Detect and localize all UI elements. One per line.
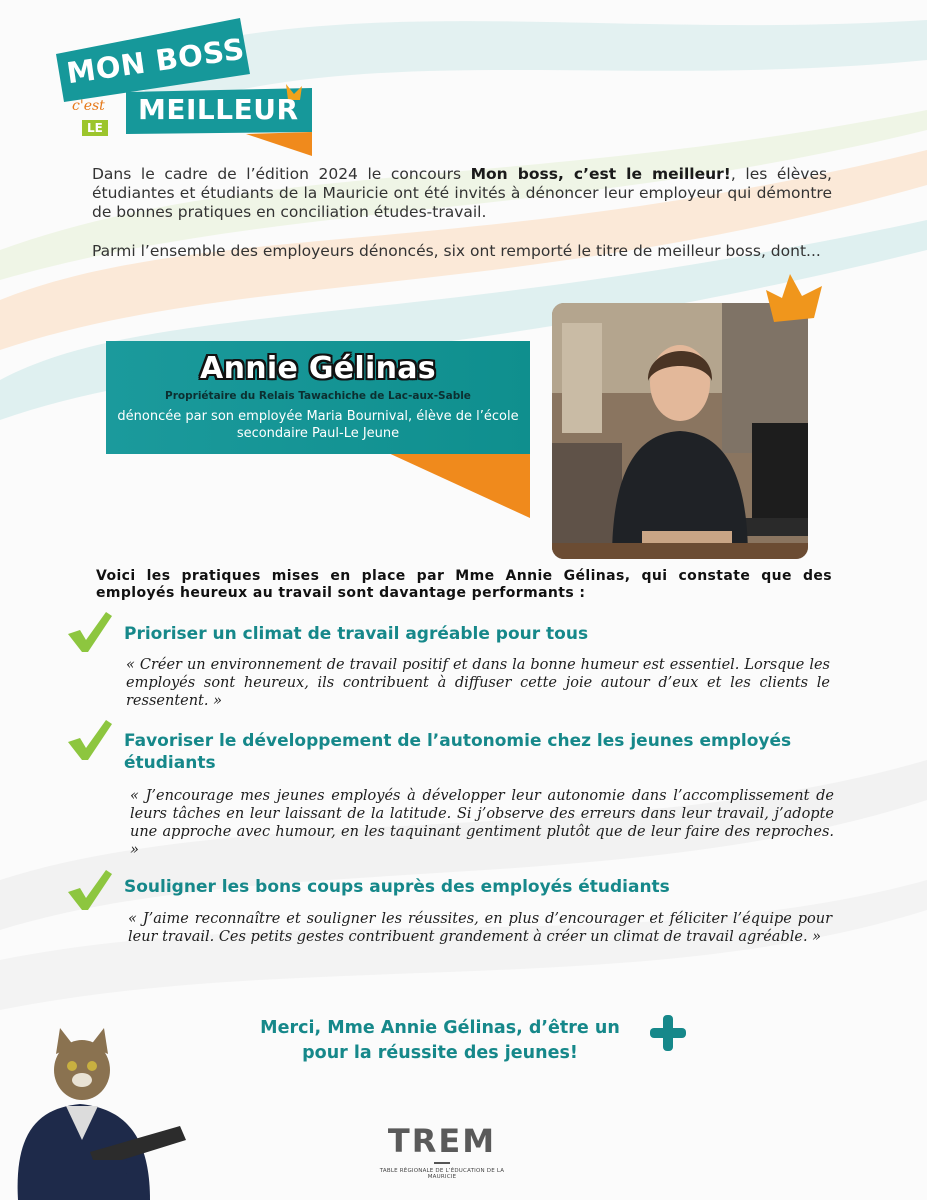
crown-icon — [762, 268, 826, 326]
trem-logo — [372, 1122, 512, 1180]
logo-le: LE — [82, 120, 108, 136]
winner-nominated-by: dénoncée par son employée Maria Bournival, élève de l’école secondaire Paul-Le Jeune — [117, 409, 519, 441]
practice-1-title: Prioriser un climat de travail agréable pour tous — [124, 624, 589, 644]
thanks-line-2: pour la réussite des jeunes! — [302, 1043, 578, 1063]
trem-brand: TREM — [387, 1122, 497, 1160]
thanks-message — [230, 1016, 650, 1066]
contest-logo — [50, 14, 320, 159]
intro-paragraph-1: Dans le cadre de l’édition 2024 le concours Mon boss, c’est le meilleur!, les élèves, étudiantes et étudiants de la Mauricie ont été invités à dénoncer leur employeur qui démontre de bonnes pratiques en conciliation études-travail. — [92, 165, 832, 221]
thanks-line-1: Merci, Mme Annie Gélinas, d’être un — [260, 1018, 620, 1038]
winner-name: Annie Gélinas — [200, 351, 436, 386]
intro-paragraph-2: Parmi l’ensemble des employeurs dénoncés, six ont remporté le titre de meilleur boss, dont... — [92, 242, 821, 260]
trem-divider — [434, 1162, 450, 1164]
practice-2-quote: « J’encourage mes jeunes employés à développer leur autonomie dans l’accomplissement de leurs tâches en leur laissant de la latitude. Si j’observe des erreurs dans leur travail, j’adopte une approche avec humour, en les taquinant gentiment plutôt que de leur faire des reproches. » — [130, 788, 834, 858]
practices-intro: Voici les pratiques mises en place par Mme Annie Gélinas, qui constate que des employés heureux au travail sont davantage performants : — [96, 568, 832, 601]
winner-role: Propriétaire du Relais Tawachiche de Lac-aux-Sable — [165, 390, 471, 402]
checkmark-icon — [66, 868, 114, 912]
checkmark-icon — [66, 718, 114, 762]
practice-2-title: Favoriser le développement de l’autonomie chez les jeunes employés étudiants — [124, 731, 792, 773]
logo-line2: MEILLEUR — [138, 93, 299, 126]
plus-icon — [648, 1013, 688, 1053]
checkmark-icon — [66, 610, 114, 654]
cat-businessman-illustration — [0, 1020, 200, 1200]
winner-photo — [552, 303, 808, 559]
winner-banner — [106, 341, 530, 454]
practice-1-quote: « Créer un environnement de travail positif et dans la bonne humeur est essentiel. Lorsque les employés sont heureux, ils contribuent à diffuser cette joie autour d’eux et les clients le ressentent. » — [126, 657, 830, 709]
practice-3-quote: « J’aime reconnaître et souligner les réussites, en plus d’encourager et féliciter l’équipe pour leur travail. Ces petits gestes contribuent grandement à créer un climat de travail agréable. » — [128, 911, 832, 945]
logo-line1: MON BOSS — [64, 31, 247, 91]
practice-3-title: Souligner les bons coups auprès des employés étudiants — [124, 877, 670, 897]
trem-tagline: TABLE RÉGIONALE DE L’ÉDUCATION DE LA MAURICIE — [379, 1168, 505, 1180]
logo-cest: c'est — [72, 98, 105, 114]
